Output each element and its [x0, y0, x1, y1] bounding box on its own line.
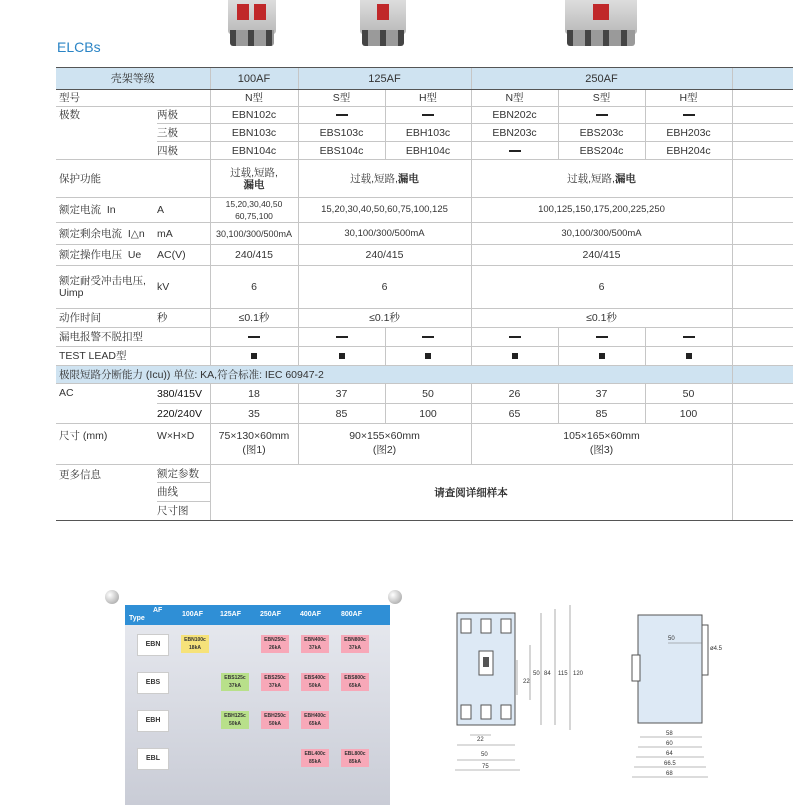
breaking-value: 37 — [558, 384, 645, 404]
chip-model: EBS800c — [344, 675, 366, 681]
dash-cell — [298, 107, 385, 124]
chip-model: EBH125c — [224, 713, 246, 719]
dimensions-value: 75×130×60mm — [218, 430, 290, 442]
breaking-value: 100 — [385, 404, 471, 424]
dash-cell — [558, 107, 645, 124]
board-chip — [341, 749, 369, 767]
breaking-value: 65 — [471, 404, 558, 424]
chip-model: EBN250c — [264, 637, 286, 643]
model-cell: EBN102c — [210, 107, 298, 124]
board-chip — [261, 673, 289, 691]
chip-model: EBN400c — [304, 637, 326, 643]
more-info-label: 更多信息 — [56, 465, 157, 521]
dash-icon — [509, 336, 521, 338]
board-col: 400AF — [300, 611, 322, 618]
chip-rating: 50kA — [269, 721, 281, 727]
breaking-voltage: 220/240V — [157, 404, 210, 424]
rated-current-label: 额定电流 — [59, 204, 101, 216]
model-cell: EBN103c — [210, 124, 298, 142]
impulse-value: 6 — [298, 266, 471, 309]
residual-row — [56, 223, 793, 245]
square-icon — [251, 353, 257, 359]
dash-icon — [248, 336, 260, 338]
square-icon — [686, 353, 692, 359]
spec-table — [56, 67, 793, 521]
more-info-link[interactable]: 尺寸图 — [157, 502, 210, 521]
model-cell: EBH103c — [385, 124, 471, 142]
rated-current-value: 15,20,30,40,50,60,75,100,125 — [298, 198, 471, 223]
dash-icon — [336, 114, 348, 116]
impulse-row — [56, 266, 793, 309]
model-cell: EBS103c — [298, 124, 385, 142]
op-voltage-value: 240/415 — [471, 245, 732, 266]
board-chip — [261, 711, 289, 729]
chip-rating: 26kA — [269, 645, 281, 651]
breaking-value: 100 — [645, 404, 732, 424]
breaking-value: 26 — [471, 384, 558, 404]
chip-rating: 37kA — [269, 683, 281, 689]
dash-cell — [471, 142, 558, 160]
residual-value: 30,100/300/500mA — [210, 223, 298, 245]
model-cell: EBN104c — [210, 142, 298, 160]
af-125: 125AF — [298, 68, 471, 90]
dim-label: 58 — [666, 731, 673, 737]
protection-value: 过载,短路, — [567, 172, 615, 185]
dimensions-row — [56, 424, 793, 465]
side-view-drawing — [628, 605, 728, 800]
board-col: 250AF — [260, 611, 282, 618]
model-cell: EBS104c — [298, 142, 385, 160]
chip-model: EBN800c — [344, 637, 366, 643]
rated-current-value: 60,75,100 — [235, 211, 273, 221]
breaking-value: 50 — [645, 384, 732, 404]
impulse-unit: kV — [157, 266, 210, 309]
breaking-voltage: 380/415V — [157, 384, 210, 404]
section-title: ELCBs — [57, 39, 101, 55]
breaking-title: 极限短路分断能力 (Icu)) 单位: KA,符合标准: IEC 60947-2 — [56, 366, 732, 384]
model-cell: EBH204c — [645, 142, 732, 160]
board-chip — [301, 711, 329, 729]
board-row — [129, 668, 387, 696]
impulse-value: 6 — [471, 266, 732, 309]
dim-label: 22 — [523, 679, 530, 685]
chip-rating: 50kA — [309, 683, 321, 689]
dim-label: 68 — [666, 771, 673, 777]
op-voltage-value: 240/415 — [210, 245, 298, 266]
board-chip — [341, 673, 369, 691]
op-time-value: ≤0.1秒 — [210, 309, 298, 328]
breaking-row — [56, 404, 793, 424]
model-cell: EBS203c — [558, 124, 645, 142]
board-chip — [301, 749, 329, 767]
op-time-row — [56, 309, 793, 328]
pole-name: 两极 — [157, 107, 210, 124]
dim-label: 60 — [666, 741, 673, 747]
testlead-label: TEST LEAD型 — [56, 347, 210, 366]
alarm-label: 漏电报警不脱扣型 — [56, 328, 210, 347]
pole-name: 三极 — [157, 124, 210, 142]
poles-row — [56, 107, 793, 124]
op-time-value: ≤0.1秒 — [298, 309, 471, 328]
type-cell: H型 — [645, 90, 732, 107]
model-cell: EBN203c — [471, 124, 558, 142]
board-row — [129, 706, 387, 734]
square-icon — [599, 353, 605, 359]
op-time-unit: 秒 — [157, 309, 210, 328]
board-type: EBN — [137, 634, 169, 656]
model-cell: EBS204c — [558, 142, 645, 160]
alarm-row — [56, 328, 793, 347]
type-cell: N型 — [471, 90, 558, 107]
square-icon — [425, 353, 431, 359]
dim-label: 64 — [666, 751, 673, 757]
dash-icon — [596, 114, 608, 116]
protection-row — [56, 160, 793, 198]
residual-value: 30,100/300/500mA — [471, 223, 732, 245]
protection-value: 过载,短路, — [230, 166, 278, 179]
op-voltage-symbol: Ue — [127, 249, 142, 261]
model-label: 型号 — [56, 90, 210, 107]
more-info-link[interactable]: 额定参数 — [157, 465, 210, 483]
rated-current-value: 100,125,150,175,200,225,250 — [471, 198, 732, 223]
chip-model: EBS400c — [304, 675, 326, 681]
testlead-row — [56, 347, 793, 366]
op-time-value: ≤0.1秒 — [471, 309, 732, 328]
af-100: 100AF — [210, 68, 298, 90]
dimensions-value: 90×155×60mm — [349, 430, 420, 442]
dash-icon — [596, 336, 608, 338]
board-row — [129, 744, 387, 772]
breaking-value: 37 — [298, 384, 385, 404]
board-col: 100AF — [182, 611, 204, 618]
chip-rating: 65kA — [309, 721, 321, 727]
chip-rating: 85kA — [309, 759, 321, 765]
figure-ref: (图1) — [242, 444, 266, 456]
af-250: 250AF — [471, 68, 732, 90]
board-chip — [341, 635, 369, 653]
type-cell: H型 — [385, 90, 471, 107]
frame-label: 壳架等级 — [56, 68, 210, 90]
rated-current-unit: A — [157, 198, 210, 223]
breaking-row — [56, 384, 793, 404]
dash-icon — [683, 114, 695, 116]
breaking-label: AC — [56, 384, 157, 424]
type-cell: N型 — [210, 90, 298, 107]
square-icon — [512, 353, 518, 359]
breaking-value: 50 — [385, 384, 471, 404]
board-chip — [301, 673, 329, 691]
dash-icon — [336, 336, 348, 338]
chip-rating: 65kA — [349, 683, 361, 689]
board-chip — [181, 635, 209, 653]
board-row — [129, 630, 387, 658]
dim-label: 50 — [481, 752, 488, 758]
poles-row — [56, 142, 793, 160]
protection-value: 漏电 — [243, 178, 265, 191]
dash-icon — [422, 336, 434, 338]
protection-label: 保护功能 — [56, 160, 210, 198]
model-cell: EBN202c — [471, 107, 558, 124]
chip-rating: 37kA — [229, 683, 241, 689]
dim-label: 115 — [558, 671, 568, 677]
chip-model: EBL800c — [344, 751, 366, 757]
header-row — [56, 68, 793, 90]
pin-icon — [105, 590, 119, 604]
op-voltage-value: 240/415 — [298, 245, 471, 266]
board-chip — [301, 635, 329, 653]
model-row — [56, 90, 793, 107]
more-info-row — [56, 465, 793, 483]
chip-model: EBL400c — [304, 751, 326, 757]
protection-value: 漏电 — [397, 172, 419, 185]
chip-rating: 85kA — [349, 759, 361, 765]
chip-rating: 37kA — [309, 645, 321, 651]
front-view-drawing — [445, 605, 605, 800]
rated-current-value: 15,20,30,40,50 — [225, 199, 283, 209]
chip-model: EBH250c — [264, 713, 286, 719]
model-cell: EBH104c — [385, 142, 471, 160]
breaking-value: 85 — [298, 404, 385, 424]
residual-symbol: I△n — [127, 227, 145, 240]
board-chip — [261, 635, 289, 653]
square-icon — [339, 353, 345, 359]
breaking-value: 85 — [558, 404, 645, 424]
dimensions-value: 105×165×60mm — [563, 430, 640, 442]
dash-icon — [683, 336, 695, 338]
board-col: 125AF — [220, 611, 242, 618]
dim-label: 120 — [573, 671, 584, 677]
dim-label: 22 — [477, 737, 484, 743]
pole-name: 四极 — [157, 142, 210, 160]
protection-value: 漏电 — [614, 172, 636, 185]
rated-current-row — [56, 198, 793, 223]
selection-board — [105, 590, 393, 800]
dim-label: 66.5 — [664, 761, 676, 767]
dim-label: ø4.5 — [710, 646, 723, 652]
dash-icon — [422, 114, 434, 116]
breaking-value: 35 — [210, 404, 298, 424]
impulse-value: 6 — [210, 266, 298, 309]
dim-label: 84 — [544, 671, 551, 677]
pin-icon — [388, 590, 402, 604]
chip-model: EBN100c — [184, 637, 206, 643]
dim-label: 75 — [482, 764, 489, 770]
rated-current-symbol: In — [106, 204, 116, 216]
board-type: EBH — [137, 710, 169, 732]
chip-model: EBH400c — [304, 713, 326, 719]
board-col: 800AF — [341, 611, 363, 618]
residual-unit: mA — [157, 223, 210, 245]
figure-ref: (图2) — [372, 444, 397, 456]
board-chip — [221, 673, 249, 691]
dim-label: 50 — [668, 636, 675, 642]
residual-label: 额定剩余电流 — [59, 227, 122, 240]
poles-row — [56, 124, 793, 142]
op-time-label: 动作时间 — [56, 309, 157, 328]
chip-rating: 18kA — [189, 645, 201, 651]
op-voltage-label: 额定操作电压 — [59, 249, 122, 261]
protection-value: 过载,短路, — [350, 172, 398, 185]
poles-label: 极数 — [56, 107, 157, 160]
figure-ref: (图3) — [589, 444, 614, 456]
dimensions-unit: W×H×D — [157, 424, 210, 465]
board-af-label: AF — [153, 607, 163, 614]
impulse-label: 额定耐受冲击电压, Uimp — [56, 266, 157, 309]
op-voltage-row — [56, 245, 793, 266]
board-header — [125, 605, 390, 625]
dash-cell — [645, 107, 732, 124]
chip-rating: 37kA — [349, 645, 361, 651]
chip-model: EBS250c — [264, 675, 286, 681]
dash-cell — [385, 107, 471, 124]
more-info-note: 请查阅详细样本 — [210, 465, 732, 521]
breaking-header-row — [56, 366, 793, 384]
type-cell: S型 — [558, 90, 645, 107]
chip-rating: 50kA — [229, 721, 241, 727]
op-voltage-unit: AC(V) — [157, 245, 210, 266]
dimensions-label: 尺寸 (mm) — [56, 424, 157, 465]
chip-model: EBS125c — [224, 675, 246, 681]
model-cell: EBH203c — [645, 124, 732, 142]
board-type: EBS — [137, 672, 169, 694]
breaking-value: 18 — [210, 384, 298, 404]
dim-label: 50 — [533, 671, 540, 677]
more-info-link[interactable]: 曲线 — [157, 483, 210, 502]
dash-icon — [509, 150, 521, 152]
board-type-label: Type — [129, 615, 145, 622]
board-type: EBL — [137, 748, 169, 770]
type-cell: S型 — [298, 90, 385, 107]
board-chip — [221, 711, 249, 729]
residual-value: 30,100/300/500mA — [298, 223, 471, 245]
